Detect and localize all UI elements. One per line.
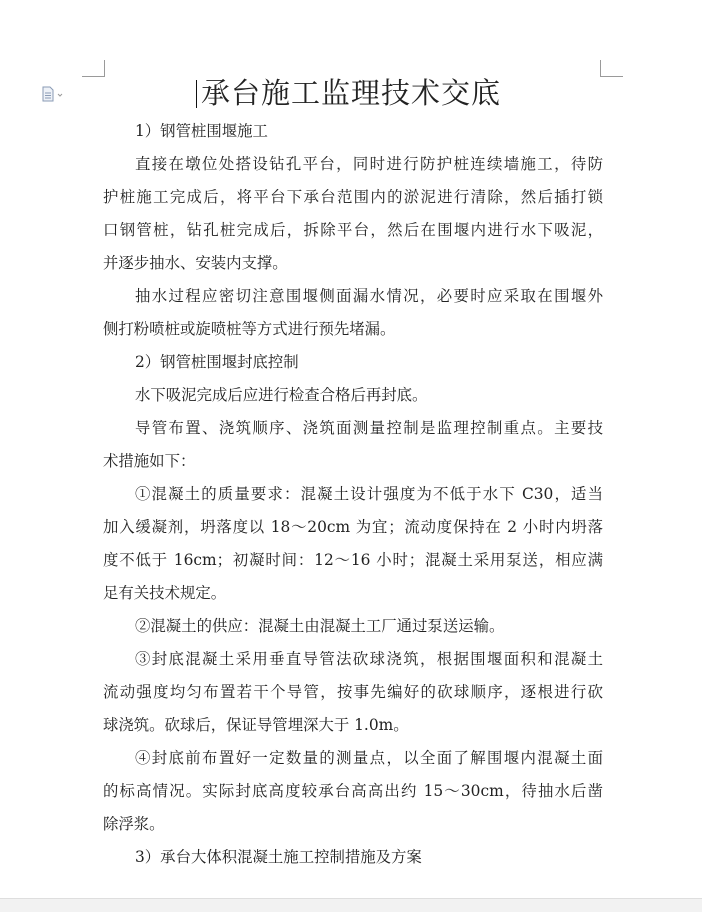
paragraph-line[interactable]: 侧打粉喷桩或旋喷桩等方式进行预先堵漏。 — [103, 320, 396, 338]
paragraph-line[interactable]: ④封底前布置好一定数量的测量点，以全面了解围堰内混凝土面 — [135, 749, 603, 767]
horizontal-scrollbar[interactable] — [0, 898, 702, 912]
document-title[interactable]: 承台施工监理技术交底 — [200, 76, 501, 110]
section-heading-3[interactable]: 3）承台大体积混凝土施工控制措施及方案 — [135, 848, 422, 866]
paragraph-line[interactable]: 流动强度均匀布置若干个导管，按事先编好的砍球顺序，逐根进行砍 — [103, 683, 603, 701]
paragraph-line[interactable]: 抽水过程应密切注意围堰侧面漏水情况，必要时应采取在围堰外 — [135, 287, 603, 305]
paragraph-line[interactable]: 术措施如下： — [103, 452, 196, 470]
paragraph-line[interactable]: 直接在墩位处搭设钻孔平台，同时进行防护桩连续墙施工，待防 — [135, 155, 603, 173]
paragraph-line[interactable]: 导管布置、浇筑顺序、浇筑面测量控制是监理控制重点。主要技 — [135, 419, 603, 437]
paragraph-line[interactable]: ②混凝土的供应：混凝土由混凝土工厂通过泵送运输。 — [135, 617, 505, 635]
section-heading-1[interactable]: 1）钢管桩围堰施工 — [135, 122, 268, 140]
paragraph-line[interactable]: 并逐步抽水、安装内支撑。 — [103, 254, 288, 272]
paragraph-line[interactable]: 度不低于 16cm；初凝时间：12～16 小时；混凝土采用泵送，相应满 — [103, 551, 603, 569]
paragraph-line[interactable]: 加入缓凝剂，坍落度以 18～20cm 为宜；流动度保持在 2 小时内坍落 — [103, 518, 603, 536]
paragraph-line[interactable]: 口钢管桩，钻孔桩完成后，拆除平台，然后在围堰内进行水下吸泥， — [103, 221, 603, 239]
paragraph-line[interactable]: 护桩施工完成后，将平台下承台范围内的淤泥进行清除，然后插打锁 — [103, 188, 603, 206]
paragraph-line[interactable]: 的标高情况。实际封底高度较承台高高出约 15～30cm，待抽水后凿 — [103, 782, 603, 800]
section-heading-2[interactable]: 2）钢管桩围堰封底控制 — [135, 353, 299, 371]
paragraph-line[interactable]: 除浮浆。 — [103, 815, 165, 833]
paragraph-line[interactable]: ③封底混凝土采用垂直导管法砍球浇筑，根据围堰面积和混凝土 — [135, 650, 603, 668]
paragraph-line[interactable]: 水下吸泥完成后应进行检查合格后再封底。 — [135, 386, 428, 404]
paragraph-line[interactable]: 球浇筑。砍球后，保证导管埋深大于 1.0m。 — [103, 716, 409, 734]
paragraph-line[interactable]: 足有关技术规定。 — [103, 584, 227, 602]
paragraph-line[interactable]: ①混凝土的质量要求：混凝土设计强度为不低于水下 C30，适当 — [135, 485, 603, 503]
